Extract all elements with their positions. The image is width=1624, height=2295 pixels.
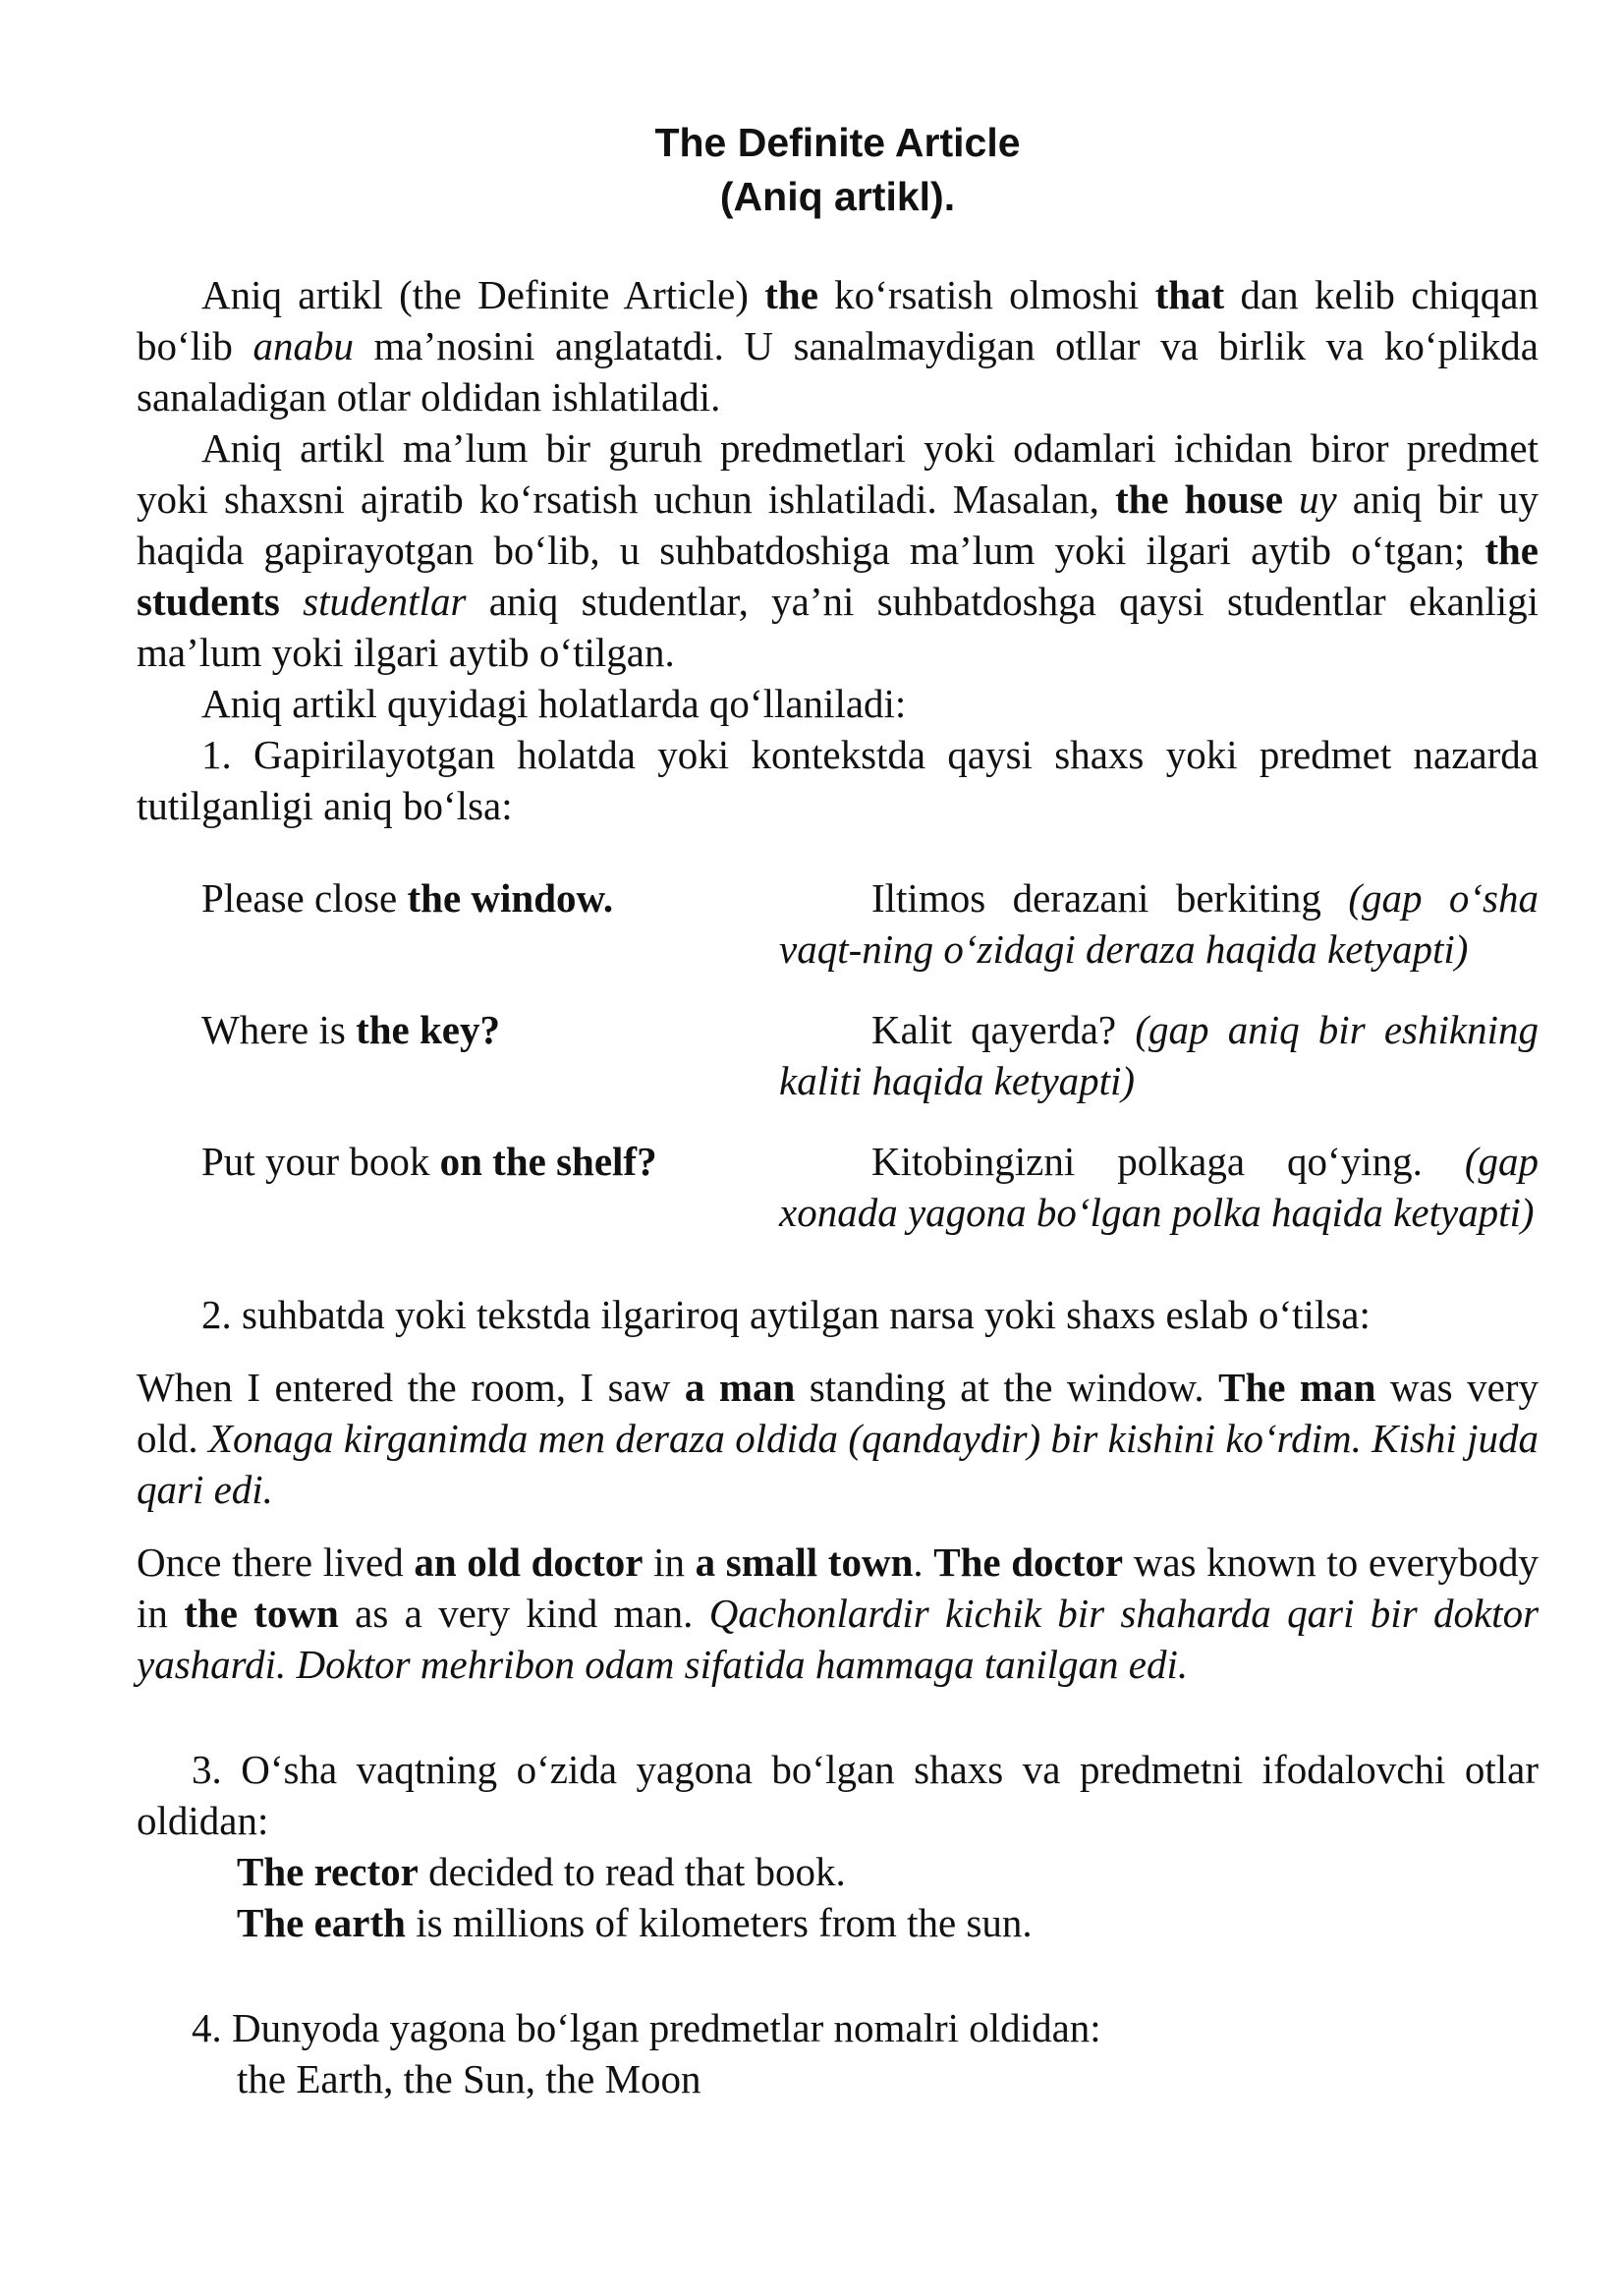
rule-3-example-2: The earth is millions of kilometers from the sun. xyxy=(237,1900,1033,1945)
rule-4-heading: 4. Dunyoda yagona bo‘lgan predmetlar nomalri oldidan: xyxy=(192,2005,1101,2050)
examples-table xyxy=(137,872,1539,1238)
rule-3-example-1: The rector decided to read that book. xyxy=(237,1849,846,1894)
example-row xyxy=(137,872,1539,975)
rule-4-example: the Earth, the Sun, the Moon xyxy=(237,2056,701,2101)
rule-2-example-2: Once there lived an old doctor in a small town. The doctor was known to everybody in the town as a very kind man. Qachonlardir kichik bir shaharda qari bir doktor yashardi. Doktor mehribon odam sifatida hammaga tanilgan edi. xyxy=(137,1539,1540,1687)
example-row xyxy=(137,1004,1539,1106)
rule-3-heading: 3. O‘sha vaqtning o‘zida yagona bo‘lgan shaxs va predmetni ifodalovchi otlar oldidan: xyxy=(137,1747,1539,1843)
example-english: Where is the key? xyxy=(201,1007,500,1052)
intro-paragraph-1: Aniq artikl (the Definite Article) the ko‘rsatish olmoshi that dan kelib chiqqan bo‘lib anabu ma’nosini anglatatdi. U sanalmaydigan otllar va birlik va ko‘plikda sanaladigan otlar oldidan ishlatiladi. xyxy=(137,272,1540,420)
document-page xyxy=(137,116,1539,2104)
title-line-1: The Definite Article xyxy=(654,120,1021,165)
rule-1-heading: 1. Gapirilayotgan holatda yoki kontekstda qaysi shaxs yoki predmet nazarda tutilganligi aniq bo‘lsa: xyxy=(137,732,1539,828)
example-row xyxy=(137,1136,1539,1238)
example-translation: Kitobingizni polkaga qo‘ying. (gap xonada yagona bo‘lgan polka haqida ketyapti) xyxy=(779,1139,1539,1235)
title-line-2: (Aniq artikl). xyxy=(719,174,956,219)
example-translation: Kalit qayerda? (gap aniq bir eshikning kaliti haqida ketyapti) xyxy=(779,1007,1539,1103)
example-translation: Iltimos derazani berkiting (gap o‘sha vaqt-ning o‘zidagi deraza haqida ketyapti) xyxy=(779,875,1539,972)
page-title xyxy=(137,116,1539,224)
rule-2-example-1: When I entered the room, I saw a man standing at the window. The man was very old. Xonaga kirganimda men deraza oldida (qandaydir) bir kishini ko‘rdim. Kishi juda qari edi. xyxy=(137,1365,1539,1512)
rule-2-heading: 2. suhbatda yoki tekstda ilgariroq aytilgan narsa yoki shaxs eslab o‘tilsa: xyxy=(201,1292,1371,1337)
example-english: Please close the window. xyxy=(201,875,614,921)
example-english: Put your book on the shelf? xyxy=(201,1139,657,1184)
intro-paragraph-2: Aniq artikl ma’lum bir guruh predmetlari yoki odamlari ichidan biror predmet yoki shaxsni ajratib ko‘rsatish uchun ishlatiladi. Masalan, the house uy aniq bir uy haqida gapirayotgan bo‘lib, u suhbatdoshiga ma’lum yoki ilgari aytib o‘tgan; the students studentlar aniq studentlar, ya’ni suhbatdoshga qaysi studentlar ekanligi ma’lum yoki ilgari aytib o‘tilgan. xyxy=(137,425,1540,675)
intro-paragraph-3: Aniq artikl quyidagi holatlarda qo‘llaniladi: xyxy=(201,681,907,726)
